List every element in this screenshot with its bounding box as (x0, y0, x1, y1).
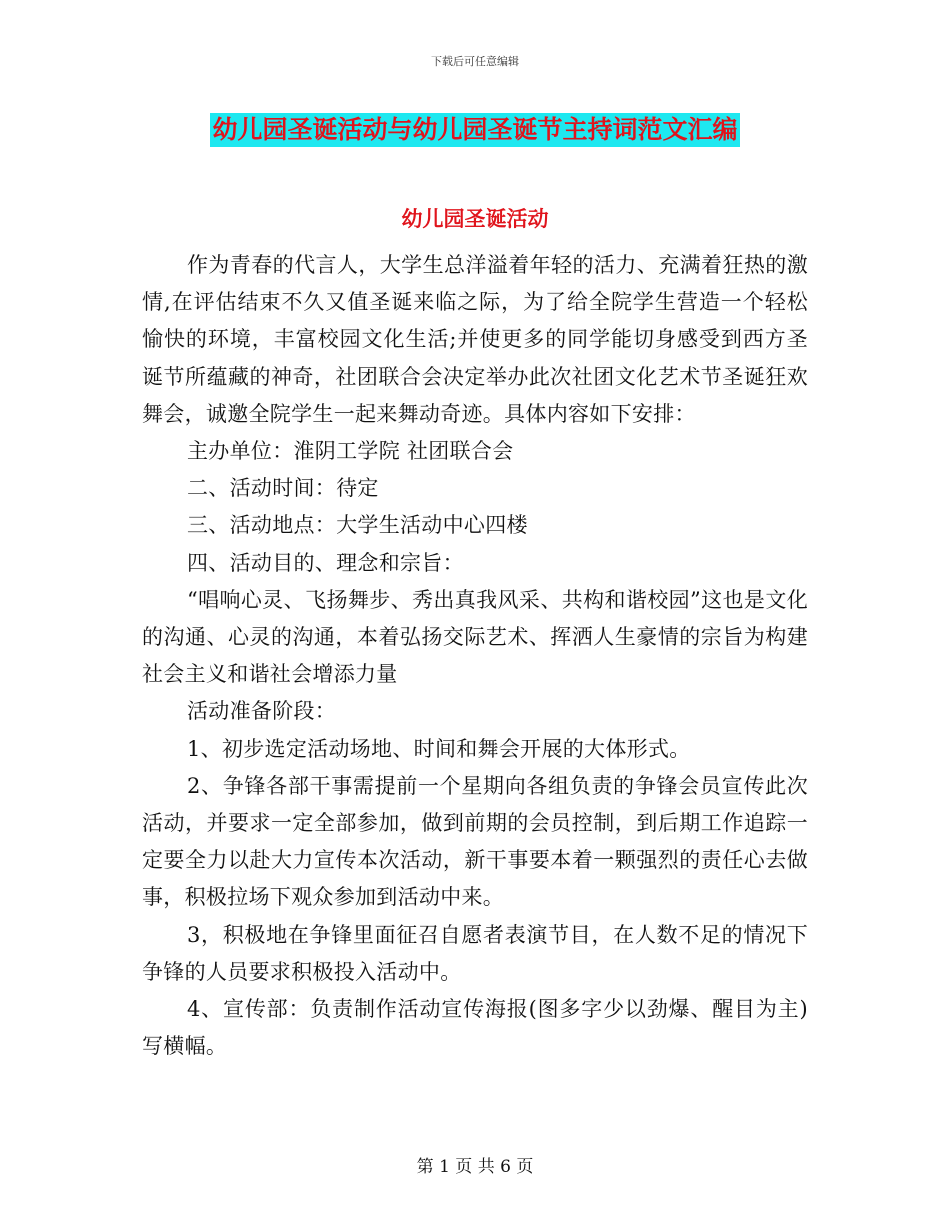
section-heading: 幼儿园圣诞活动 (401, 207, 549, 231)
document-body (142, 247, 808, 1065)
paragraph-step-1: 1、初步选定活动场地、时间和舞会开展的大体形式。 (187, 736, 691, 761)
page-footer: 第 1 页 共 6 页 (416, 1157, 534, 1177)
paragraph-location: 三、活动地点：大学生活动中心四楼 (187, 513, 528, 538)
page-header: 下载后可任意编辑 (431, 55, 519, 68)
paragraph-step-4: 4、宣传部：负责制作活动宣传海报(图多字少以劲爆、醒目为主)写横幅。 (142, 997, 808, 1059)
document-title: 幼儿园圣诞活动与幼儿园圣诞节主持词范文汇编 (210, 113, 739, 147)
paragraph-intro: 作为青春的代言人，大学生总洋溢着年轻的活力、充满着狂热的激情,在评估结束不久又值圣诞来临之际，为了给全院学生营造一个轻松愉快的环境，丰富校园文化生活;并使更多的同学能切身感受到西方圣诞节所蕴藏的神奇，社团联合会决定举办此次社团文化艺术节圣诞狂欢舞会，诚邀全院学生一起来舞动奇迹。具体内容如下安排： (142, 253, 808, 426)
paragraph-prep-heading: 活动准备阶段： (187, 699, 337, 724)
paragraph-step-2: 2、争锋各部干事需提前一个星期向各组负责的争锋会员宣传此次活动，并要求一定全部参加，做到前期的会员控制，到后期工作追踪一定要全力以赴大力宣传本次活动，新干事要本着一颗强烈的责任心去做事，积极拉场下观众参加到活动中来。 (142, 773, 808, 910)
paragraph-time: 二、活动时间：待定 (187, 476, 379, 501)
paragraph-step-3: 3，积极地在争锋里面征召自愿者表演节目，在人数不足的情况下争锋的人员要求积极投入活动中。 (142, 922, 808, 984)
paragraph-organizer: 主办单位：淮阴工学院 社团联合会 (187, 439, 514, 464)
paragraph-purpose: “唱响心灵、飞扬舞步、秀出真我风采、共构和谐校园”这也是文化的沟通、心灵的沟通，本着弘扬交际艺术、挥洒人生豪情的宗旨为构建社会主义和谐社会增添力量 (142, 587, 808, 687)
paragraph-purpose-heading: 四、活动目的、理念和宗旨： (187, 550, 464, 575)
document-title-wrapper (0, 113, 950, 147)
